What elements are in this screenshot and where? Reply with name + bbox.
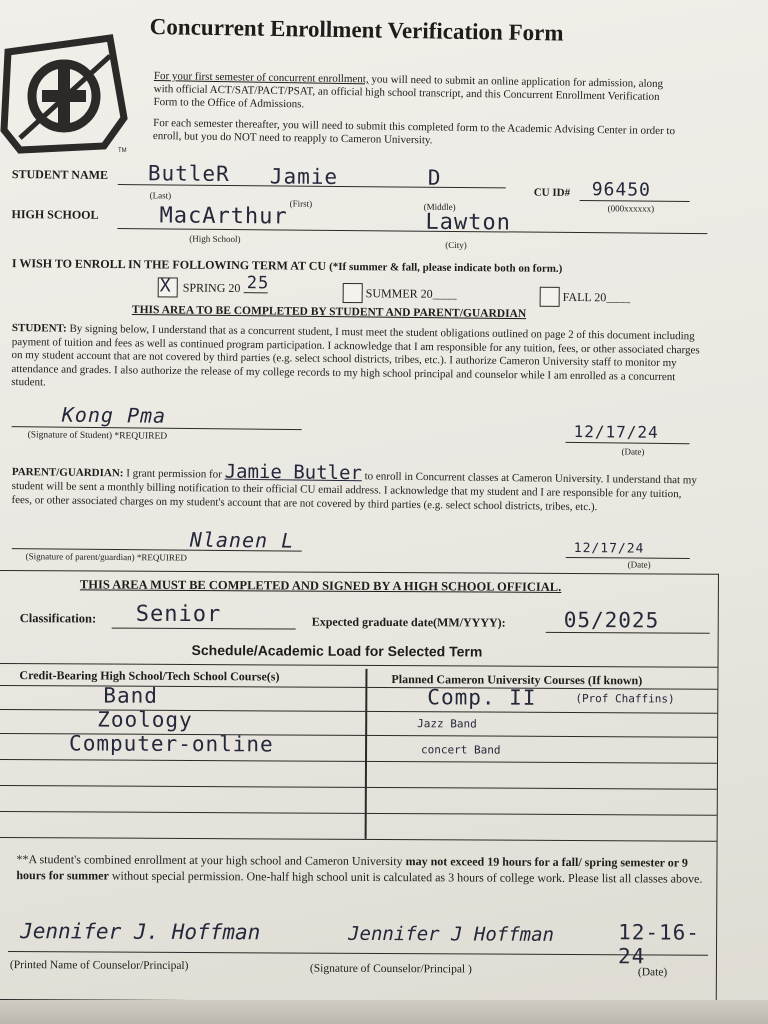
- table-row: [0, 811, 717, 816]
- student-date-line: [566, 442, 690, 444]
- form-title: Concurrent Enrollment Verification Form: [149, 14, 564, 46]
- table-top-border: [0, 663, 718, 668]
- high-school-label: HIGH SCHOOL: [11, 207, 99, 222]
- official-section-heading: THIS AREA MUST BE COMPLETED AND SIGNED BY A HIGH SCHOOL OFFICIAL.: [79, 577, 562, 594]
- student-signature-caption: (Signature of Student) *REQUIRED: [27, 430, 168, 442]
- schedule-heading: Schedule/Academic Load for Selected Term: [191, 642, 483, 660]
- high-school-caption: (High School): [189, 233, 241, 245]
- logo-tm: TM: [118, 148, 127, 154]
- spring-label: SPRING 20: [182, 280, 241, 296]
- hs-course-2[interactable]: Zoology: [97, 707, 193, 733]
- student-agreement-text: STUDENT: By signing below, I understand that as a concurrent student, I must meet the student obligations outlined on page 2 of this document including payment of tuition and fees as well as continued program participation. I acknowledge that I am responsible for any tuition, fees, or other associated charges on my student account that are not covered by third parties (e.g. select school districts, tribes, etc.). I authorize Cameron University staff to monitor my attendance and grades. I also authorize the release of my college records to my high school principal and counselor while I am enrolled as a concurrent student.: [11, 322, 700, 389]
- counselor-name-caption: (Printed Name of Counselor/Principal): [9, 959, 189, 972]
- fall-label: FALL 20____: [562, 289, 631, 305]
- student-last-name[interactable]: ButleR: [147, 161, 230, 187]
- spring-checkbox[interactable]: [158, 277, 178, 297]
- first-caption: (First): [289, 198, 313, 209]
- cu-id-label: CU ID#: [533, 186, 571, 199]
- city-caption: (City): [445, 239, 467, 251]
- classification-line: [112, 628, 296, 630]
- official-section: [0, 570, 719, 1004]
- intro-paragraph-1: For your first semester of concurrent enrollment, you will need to submit an online application for admission, along with official ACT/SAT/PACT/PSAT, an official high school transcript, and this Concurrent Enrollment Verification Form to the Office of Admissions.: [153, 70, 664, 111]
- student-middle-name[interactable]: D: [427, 165, 442, 190]
- counselor-printed-name[interactable]: Jennifer J. Hoffman: [20, 919, 261, 945]
- page-bottom-shadow: [0, 1000, 768, 1024]
- summer-checkbox[interactable]: [343, 283, 363, 303]
- grad-date-label: Expected graduate date(MM/YYYY):: [311, 614, 506, 630]
- cu-course-2[interactable]: Jazz Band: [417, 717, 477, 731]
- parent-student-name[interactable]: Jamie Butler: [224, 460, 363, 485]
- parent-agreement-text: PARENT/GUARDIAN: I grant permission for Jamie Butler to enroll in Concurrent classes at Cameron University. I understand that my student will be sent a monthly billing notification to their official CU email address. I acknowledge that my student and I are responsible for any tuition, fees, or other associated charges on my student's account that are not covered by third parties (e.g. select school districts, tribes, etc.).: [11, 460, 697, 514]
- parent-date-caption: (Date): [627, 559, 651, 570]
- classification-value[interactable]: Senior: [135, 601, 222, 628]
- spring-year-line: [244, 292, 268, 293]
- spring-year[interactable]: 25: [246, 273, 270, 294]
- student-first-name[interactable]: Jamie: [269, 164, 339, 189]
- intro-paragraph-2: For each semester thereafter, you will need to submit this completed form to the Academic Advising Center in order to enroll, but you do NOT need to reapply to Cameron University.: [152, 116, 676, 147]
- table-row: [0, 785, 717, 790]
- high-school-value[interactable]: MacArthur: [159, 203, 288, 230]
- cameron-logo-icon: [0, 34, 130, 154]
- counselor-signature[interactable]: Jennifer J Hoffman: [348, 922, 555, 946]
- enrollment-notice: **A student's combined enrollment at your high school and Cameron University may not exceed 19 hours for a fall/ spring semester or 9 hours for summer without special permission. One-half high school unit is calculated as 3 hours of college work. Please list all classes above.: [16, 852, 703, 886]
- city-value[interactable]: Lawton: [425, 209, 512, 236]
- student-signature-block: [0, 398, 720, 466]
- parent-date[interactable]: 12/17/24: [573, 541, 645, 557]
- cu-course-1-note[interactable]: (Prof Chaffins): [575, 692, 675, 706]
- summer-label: SUMMER 20____: [365, 286, 457, 301]
- student-date[interactable]: 12/17/24: [573, 422, 659, 442]
- student-signature-line: [12, 426, 302, 430]
- table-row: [0, 759, 717, 764]
- student-section-heading: THIS AREA TO BE COMPLETED BY STUDENT AND PARENT/GUARDIAN: [131, 304, 527, 321]
- parent-signature[interactable]: Nlanen L: [189, 527, 295, 553]
- intro-text: [153, 70, 684, 151]
- col-header-hs: Credit-Bearing High School/Tech School Course(s): [19, 668, 280, 684]
- last-caption: (Last): [149, 190, 172, 201]
- hs-course-1[interactable]: Band: [103, 683, 158, 708]
- hs-course-3[interactable]: Computer-online: [69, 731, 274, 757]
- cu-course-3[interactable]: concert Band: [421, 743, 501, 757]
- table-bottom-border: [0, 837, 717, 842]
- student-name-label: STUDENT NAME: [11, 167, 109, 182]
- student-date-caption: (Date): [621, 446, 645, 457]
- cu-id-value[interactable]: 96450: [591, 179, 652, 201]
- fall-checkbox[interactable]: [540, 287, 560, 307]
- counselor-date-caption: (Date): [637, 966, 668, 979]
- counselor-date[interactable]: 12-16-24: [617, 920, 701, 969]
- cu-course-1[interactable]: Comp. II: [427, 685, 537, 710]
- cu-id-caption: (000xxxxxx): [607, 203, 655, 214]
- parent-signature-caption: (Signature of parent/guardian) *REQUIRED: [25, 551, 187, 563]
- term-block: [0, 256, 720, 312]
- grad-date-value[interactable]: 05/2025: [563, 607, 660, 633]
- counselor-signature-caption: (Signature of Counselor/Principal ): [309, 962, 472, 976]
- counselor-signature-line: [8, 951, 708, 956]
- classification-label: Classification:: [19, 611, 97, 626]
- student-info-block: [0, 160, 720, 256]
- term-heading: I WISH TO ENROLL IN THE FOLLOWING TERM AT CU (*If summer & fall, please indicate both on form.): [11, 256, 563, 275]
- col-header-cu: Planned Cameron University Courses (If known): [391, 672, 643, 688]
- middle-caption: (Middle): [423, 201, 456, 212]
- student-signature[interactable]: Kong Pma: [61, 402, 167, 428]
- spring-check-mark: X: [159, 275, 172, 297]
